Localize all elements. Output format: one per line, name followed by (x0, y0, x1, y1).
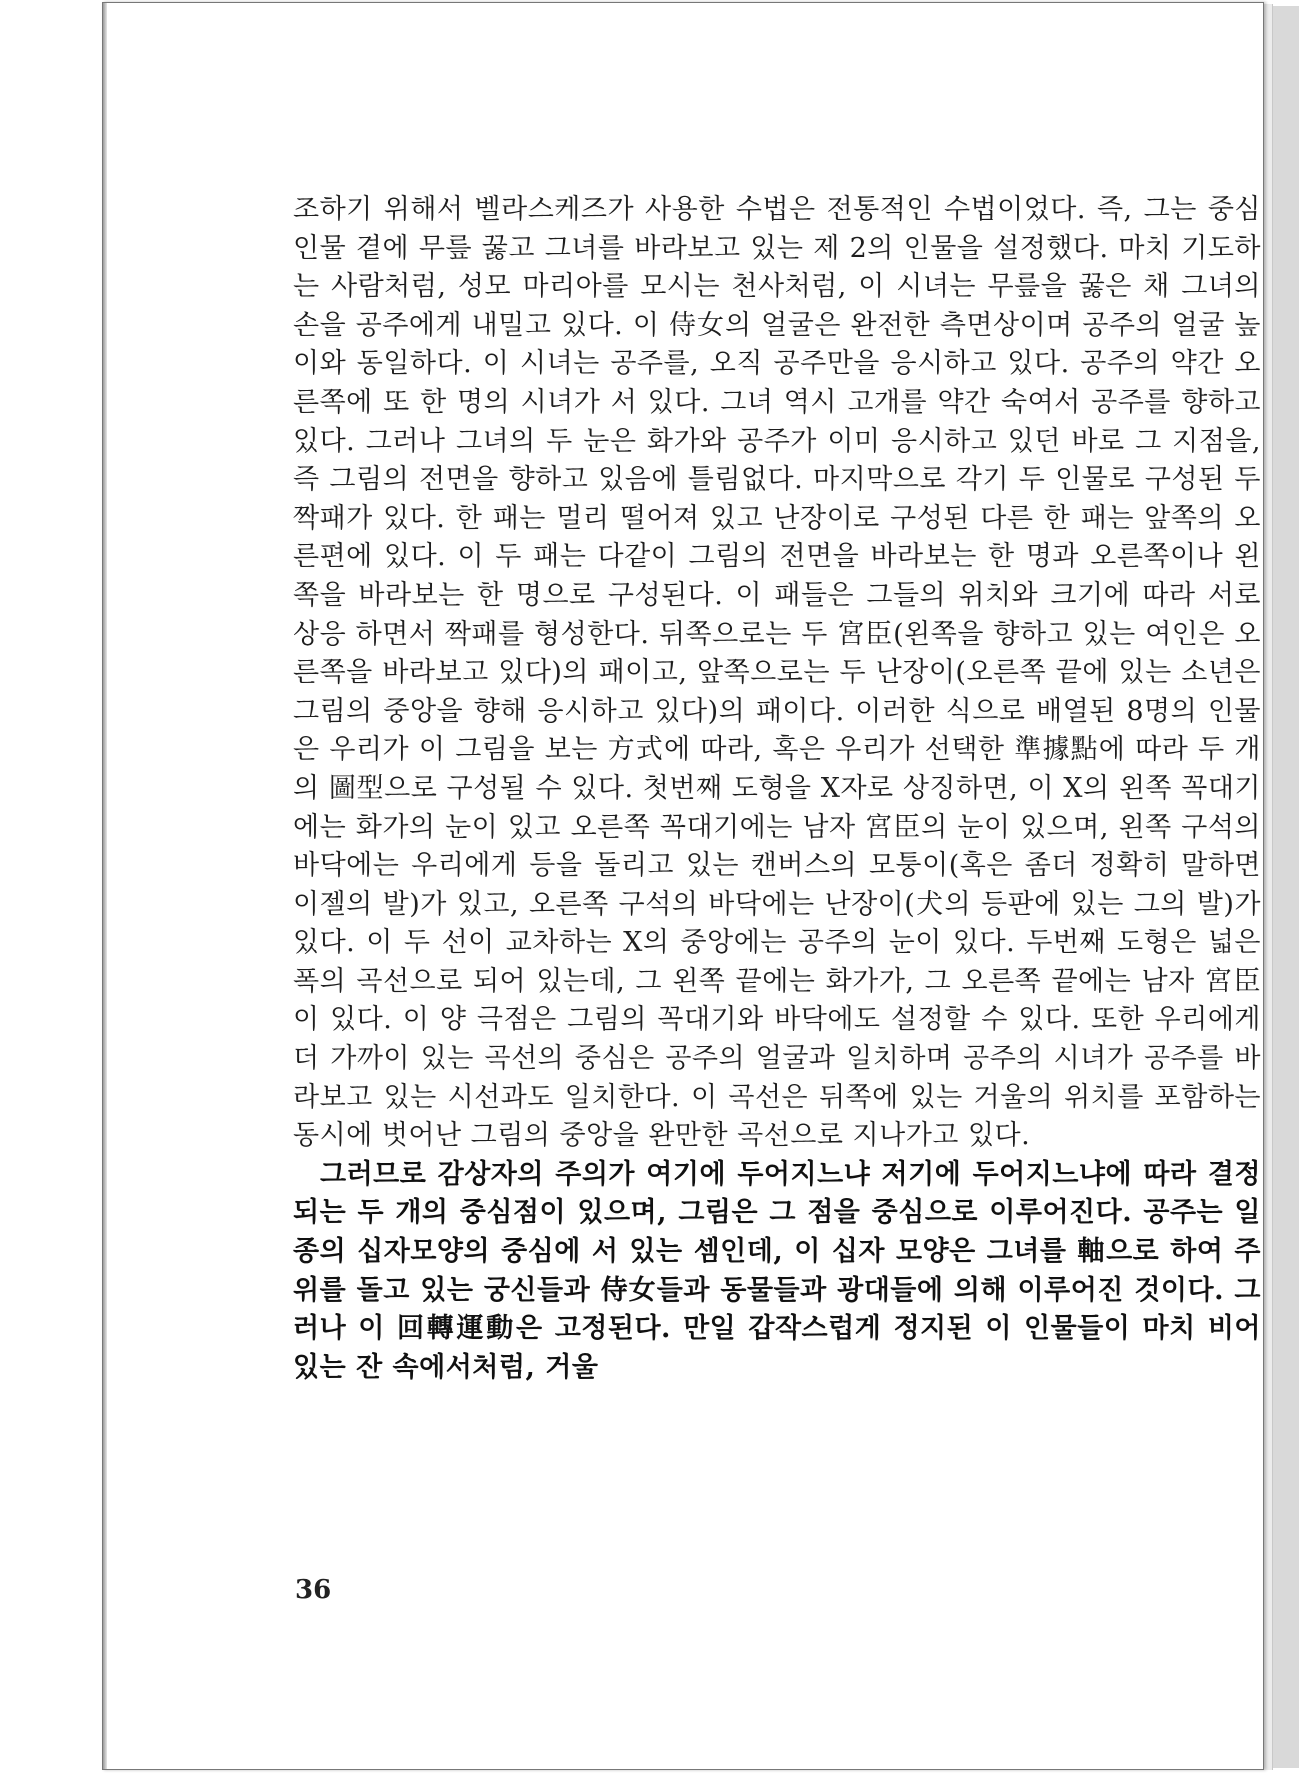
paragraph-2: 그러므로 감상자의 주의가 여기에 두어지느냐 저기에 두어지느냐에 따라 결정되는 두 개의 중심점이 있으며, 그림은 그 점을 중심으로 이루어진다. 공주는 일종의 십자모양의 중심에 서 있는 셈인데, 이 십자 모양은 그녀를 軸으로 하여 주위를 돌고 있는 궁신들과 侍女들과 동물들과 광대들에 의해 이루어진 것이다. 그러나 이 回轉運動은 고정된다. 만일 갑작스럽게 정지된 이 인물들이 마치 비어 있는 잔 속에서처럼, 거울 (293, 1158, 1261, 1383)
paragraph-1: 조하기 위해서 벨라스케즈가 사용한 수법은 전통적인 수법이었다. 즉, 그는 중심 인물 곁에 무릎 꿇고 그녀를 바라보고 있는 제 2의 인물을 설정했다. 마치 기도하는 사람처럼, 성모 마리아를 모시는 천사처럼, 이 시녀는 무릎을 꿇은 채 그녀의 손을 공주에게 내밀고 있다. 이 侍女의 얼굴은 완전한 측면상이며 공주의 얼굴 높이와 동일하다. 이 시녀는 공주를, 오직 공주만을 응시하고 있다. 공주의 약간 오른쪽에 또 한 명의 시녀가 서 있다. 그녀 역시 고개를 약간 숙여서 공주를 향하고 있다. 그러나 그녀의 두 눈은 화가와 공주가 이미 응시하고 있던 바로 그 지점을, 즉 그림의 전면을 향하고 있음에 틀림없다. 마지막으로 각기 두 인물로 구성된 두 짝패가 있다. 한 패는 멀리 떨어져 있고 난장이로 구성된 다른 한 패는 앞쪽의 오른편에 있다. 이 두 패는 다같이 그림의 전면을 바라보는 한 명과 오른쪽이나 왼쪽을 바라보는 한 명으로 구성된다. 이 패들은 그들의 위치와 크기에 따라 서로 상응 하면서 짝패를 형성한다. 뒤쪽으로는 두 宮臣(왼쪽을 향하고 있는 여인은 오른쪽을 바라보고 있다)의 패이고, 앞쪽으로는 두 난장이(오른쪽 끝에 있는 소년은 그림의 중앙을 향해 응시하고 있다)의 패이다. 이러한 식으로 배열된 8명의 인물은 우리가 이 그림을 보는 方式에 따라, 혹은 우리가 선택한 準據點에 따라 두 개의 圖型으로 구성될 수 있다. 첫번째 도형을 X자로 상징하면, 이 X의 왼쪽 꼭대기에는 화가의 눈이 있고 오른쪽 꼭대기에는 남자 宮臣의 눈이 있으며, 왼쪽 구석의 바닥에는 우리에게 등을 돌리고 있는 캔버스의 모퉁이(혹은 좀더 정확히 말하면 이젤의 발)가 있고, 오른쪽 구석의 바닥에는 난장이(犬의 등판에 있는 그의 발)가 있다. 이 두 선이 교차하는 X의 중앙에는 공주의 눈이 있다. 두번째 도형은 넓은 폭의 곡선으로 되어 있는데, 그 왼쪽 끝에는 화가가, 그 오른쪽 끝에는 남자 宮臣이 있다. 이 양 극점은 그림의 꼭대기와 바닥에도 설정할 수 있다. 또한 우리에게 더 가까이 있는 곡선의 중심은 공주의 얼굴과 일치하며 공주의 시녀가 공주를 바라보고 있는 시선과도 일치한다. 이 곡선은 뒤쪽에 있는 거울의 위치를 포함하는 동시에 벗어난 그림의 중앙을 완만한 곡선으로 지나가고 있다. (293, 194, 1261, 1152)
page-number: 36 (295, 1575, 332, 1605)
page-binding-edge (103, 3, 107, 1769)
body-text (293, 191, 1261, 1387)
book-page (102, 2, 1264, 1770)
